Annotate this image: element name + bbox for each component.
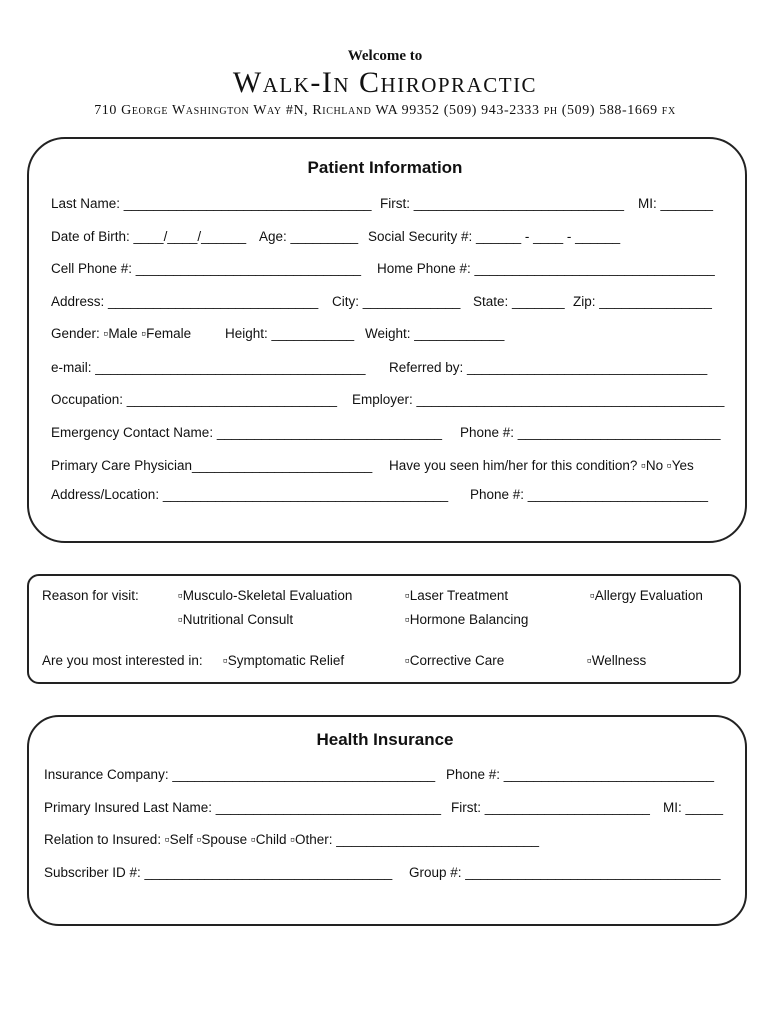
cell-phone-field[interactable]: Cell Phone #: ______________________________ — [51, 261, 362, 276]
weight-field[interactable]: Weight: ____________ — [365, 326, 505, 341]
home-phone-field[interactable]: Home Phone #: ________________________________ — [377, 261, 715, 276]
allergy-evaluation-checkbox[interactable]: ▫Allergy Evaluation — [590, 588, 703, 603]
insurance-company-field[interactable]: Insurance Company: ___________________________________ — [44, 767, 436, 782]
clinic-address: 710 George Washington Way #N, Richland WA 99352 (509) 943-2333 ph (509) 588-1669 fx — [94, 103, 676, 118]
wellness-checkbox[interactable]: ▫Wellness — [587, 653, 647, 668]
city-field[interactable]: City: _____________ — [332, 294, 461, 309]
subscriber-id-field[interactable]: Subscriber ID #: _________________________________ — [44, 865, 393, 880]
clinic-name: Walk-In Chiropractic — [232, 66, 538, 99]
zip-field[interactable]: Zip: _______________ — [573, 294, 712, 309]
interest-label: Are you most interested in: — [42, 653, 203, 668]
gender-checkboxes[interactable]: Gender: ▫Male ▫Female — [51, 326, 192, 341]
nutritional-consult-checkbox[interactable]: ▫Nutritional Consult — [178, 612, 294, 627]
musculo-skeletal-checkbox[interactable]: ▫Musculo-Skeletal Evaluation — [178, 588, 353, 603]
date-of-birth-field[interactable]: Date of Birth: ____/____/______ — [51, 229, 247, 244]
email-field[interactable]: e-mail: ____________________________________ — [51, 360, 366, 375]
primary-care-physician-field[interactable]: Primary Care Physician________________________ — [51, 458, 373, 473]
emergency-contact-field[interactable]: Emergency Contact Name: ______________________________ — [51, 425, 443, 440]
primary-insured-last-name-field[interactable]: Primary Insured Last Name: ______________________________ — [44, 800, 442, 815]
state-field[interactable]: State: _______ — [473, 294, 565, 309]
symptomatic-relief-checkbox[interactable]: ▫Symptomatic Relief — [223, 653, 345, 668]
occupation-field[interactable]: Occupation: ____________________________ — [51, 392, 338, 407]
reason-for-visit-label: Reason for visit: — [42, 588, 139, 603]
employer-field[interactable]: Employer: _________________________________________ — [352, 392, 725, 407]
first-name-field[interactable]: First: ____________________________ — [380, 196, 624, 211]
patient-information-title: Patient Information — [307, 158, 463, 177]
seen-physician-checkboxes[interactable]: Have you seen him/her for this condition? ▫No ▫Yes — [389, 458, 694, 473]
primary-insured-first-name-field[interactable]: First: ______________________ — [451, 800, 650, 815]
address-field[interactable]: Address: ____________________________ — [51, 294, 319, 309]
primary-insured-mi-field[interactable]: MI: _____ — [663, 800, 724, 815]
last-name-field[interactable]: Last Name: _________________________________ — [51, 196, 372, 211]
social-security-field[interactable]: Social Security #: ______ - ____ - ______ — [368, 229, 621, 244]
height-field[interactable]: Height: ___________ — [225, 326, 355, 341]
referred-by-field[interactable]: Referred by: ________________________________ — [389, 360, 708, 375]
welcome-text: Welcome to — [347, 48, 423, 64]
insurance-phone-field[interactable]: Phone #: ____________________________ — [446, 767, 715, 782]
age-field[interactable]: Age: _________ — [259, 229, 359, 244]
hormone-balancing-checkbox[interactable]: ▫Hormone Balancing — [405, 612, 529, 627]
emergency-phone-field[interactable]: Phone #: ___________________________ — [460, 425, 721, 440]
physician-phone-field[interactable]: Phone #: ________________________ — [470, 487, 708, 502]
health-insurance-title: Health Insurance — [316, 730, 454, 749]
group-number-field[interactable]: Group #: __________________________________ — [409, 865, 721, 880]
middle-initial-field[interactable]: MI: _______ — [638, 196, 714, 211]
physician-address-field[interactable]: Address/Location: ______________________________________ — [51, 487, 449, 502]
relation-to-insured-field[interactable]: Relation to Insured: ▫Self ▫Spouse ▫Child ▫Other: ___________________________ — [44, 832, 540, 847]
laser-treatment-checkbox[interactable]: ▫Laser Treatment — [405, 588, 509, 603]
corrective-care-checkbox[interactable]: ▫Corrective Care — [405, 653, 505, 668]
